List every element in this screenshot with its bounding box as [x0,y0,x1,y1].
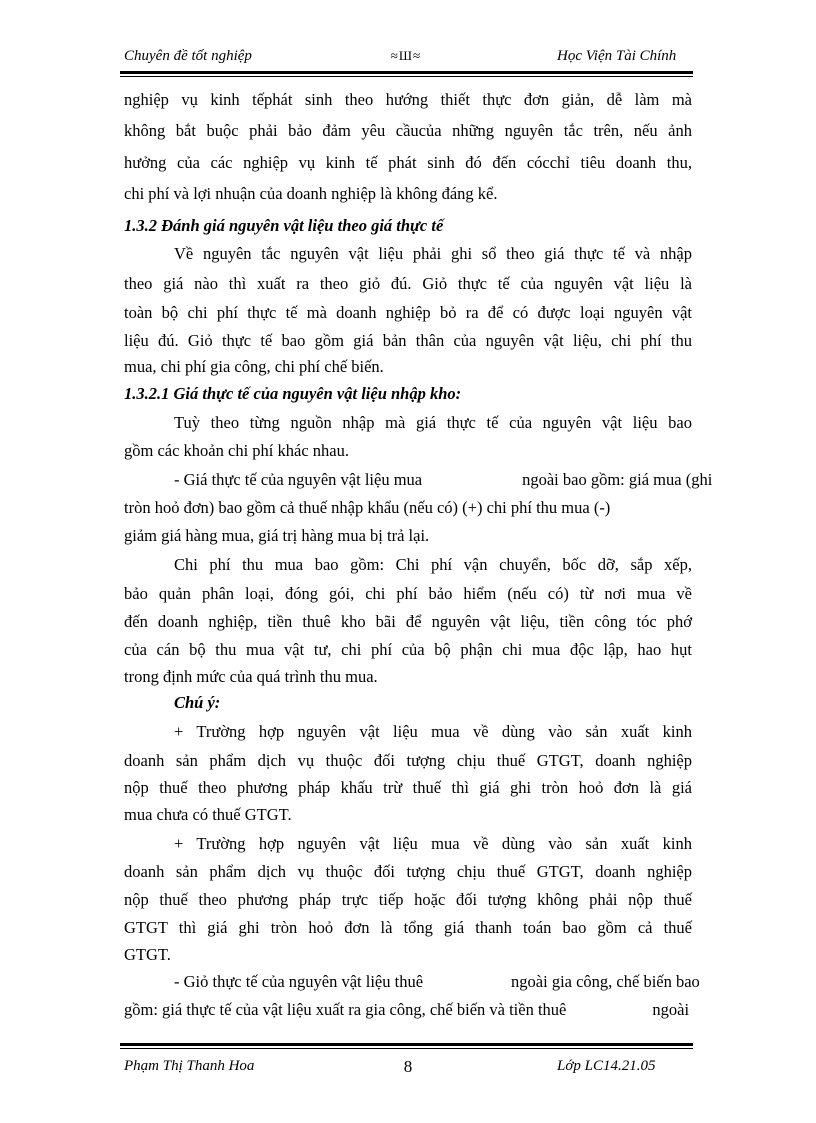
body-line: + Trường hợp nguyên vật liệu mua về dùng vào sản xuất kinh [174,722,692,741]
subsection-heading: 1.3.2.1 Giá thực tế của nguyên vật liệu nhập kho: [124,384,462,403]
body-line: Tuỳ theo từng nguồn nhập mà giá thực tế của nguyên vật liệu bao [174,413,692,432]
body-line: nộp thuế theo phương pháp khấu trừ thuế thì giá ghi tròn hoỏ đơn là giá [124,778,692,797]
body-line: đến doanh nghiệp, tiền thuê kho bãi để nguyên vật liệu, tiền công tóc phớ [124,612,692,631]
body-line: doanh sản phẩm dịch vụ thuộc đối tượng chịu thuế GTGT, doanh nghiệp [124,862,692,881]
footer-rule-thick [120,1043,693,1046]
section-heading: 1.3.2 Đánh giá nguyên vật liệu theo giá thực tế [124,216,444,235]
body-line: chi phí và lợi nhuận của doanh nghiệp là không đáng kể. [124,184,498,203]
body-line: - Giá thực tế của nguyên vật liệu mua ngoài bao gồm: giá mua (ghi [174,470,713,489]
header-right-title: Học Viện Tài Chính [557,48,677,64]
body-line: bảo quản phân loại, đóng gói, chi phí bảo hiểm (nếu có) từ nơi mua về [124,584,692,603]
body-line: trong định mức của quá trình thu mua. [124,667,378,686]
body-line: nghiệp vụ kinh tếphát sinh theo hướng thiết thực đơn giản, dễ làm mà [124,90,692,109]
body-line: gồm: giá thực tế của vật liệu xuất ra gia công, chế biến và tiền thuê ngoài [124,1000,690,1019]
footer-author: Phạm Thị Thanh Hoa [124,1058,255,1074]
body-line: của cán bộ thu mua vật tư, chi phí của bộ phận chi mua độc lập, hao hụt [124,640,692,659]
header-rule-thin [120,76,693,77]
body-line: - Giỏ thực tế của nguyên vật liệu thuê ngoài gia công, chế biến bao [174,972,700,991]
body-line: Chi phí thu mua bao gồm: Chi phí vận chuyển, bốc dỡ, sắp xếp, [174,555,692,574]
body-line: gồm các khoản chi phí khác nhau. [124,441,349,460]
body-line: mua chưa có thuế GTGT. [124,805,292,824]
body-line: GTGT thì giá ghi tròn hoỏ đơn là tổng giá thanh toán bao gồm cả thuế [124,918,692,937]
body-line: + Trường hợp nguyên vật liệu mua về dùng vào sản xuất kinh [174,834,692,853]
body-line: liệu đú. Giỏ thực tế bao gồm giá bản thân của nguyên vật liệu, chi phí thu [124,331,692,350]
body-line: tròn hoỏ đơn) bao gồm cả thuế nhập khẩu (nếu có) (+) chi phí thu mua (-) [124,498,611,517]
body-line: Về nguyên tắc nguyên vật liệu phải ghi sổ theo giá thực tế và nhập [174,244,692,263]
header-ornament-icon: ≈Ш≈ [390,48,422,63]
body-line: doanh sản phẩm dịch vụ thuộc đối tượng chịu thuế GTGT, doanh nghiệp [124,751,692,770]
body-line: GTGT. [124,945,171,964]
footer-rule-thin [120,1048,693,1049]
body-line: mua, chi phí gia công, chi phí chế biến. [124,357,384,376]
body-line: giảm giá hàng mua, giá trị hàng mua bị trả lại. [124,526,430,545]
body-line: hưởng của các nghiệp vụ kinh tế phát sinh đó đến cócchỉ tiêu doanh thu, [124,153,692,172]
body-line: theo giá nào thì xuất ra theo giỏ đú. Giỏ thực tế của nguyên vật liệu là [124,274,692,293]
footer-class-code: Lớp LC14.21.05 [557,1058,656,1074]
body-line: không bắt buộc phải bảo đảm yêu cầucủa những nguyên tắc trên, nếu ảnh [124,121,692,140]
header-rule-thick [120,71,693,74]
body-line: toàn bộ chi phí thực tế mà doanh nghiệp bỏ ra để có được loại nguyên vật [124,303,692,322]
note-heading: Chú ý: [174,693,221,712]
body-line: nộp thuế theo phương pháp trực tiếp hoặc đối tượng không phải nộp thuế [124,890,692,909]
page-number: 8 [403,1057,413,1076]
header-left-title: Chuyên đề tốt nghiệp [124,48,252,64]
